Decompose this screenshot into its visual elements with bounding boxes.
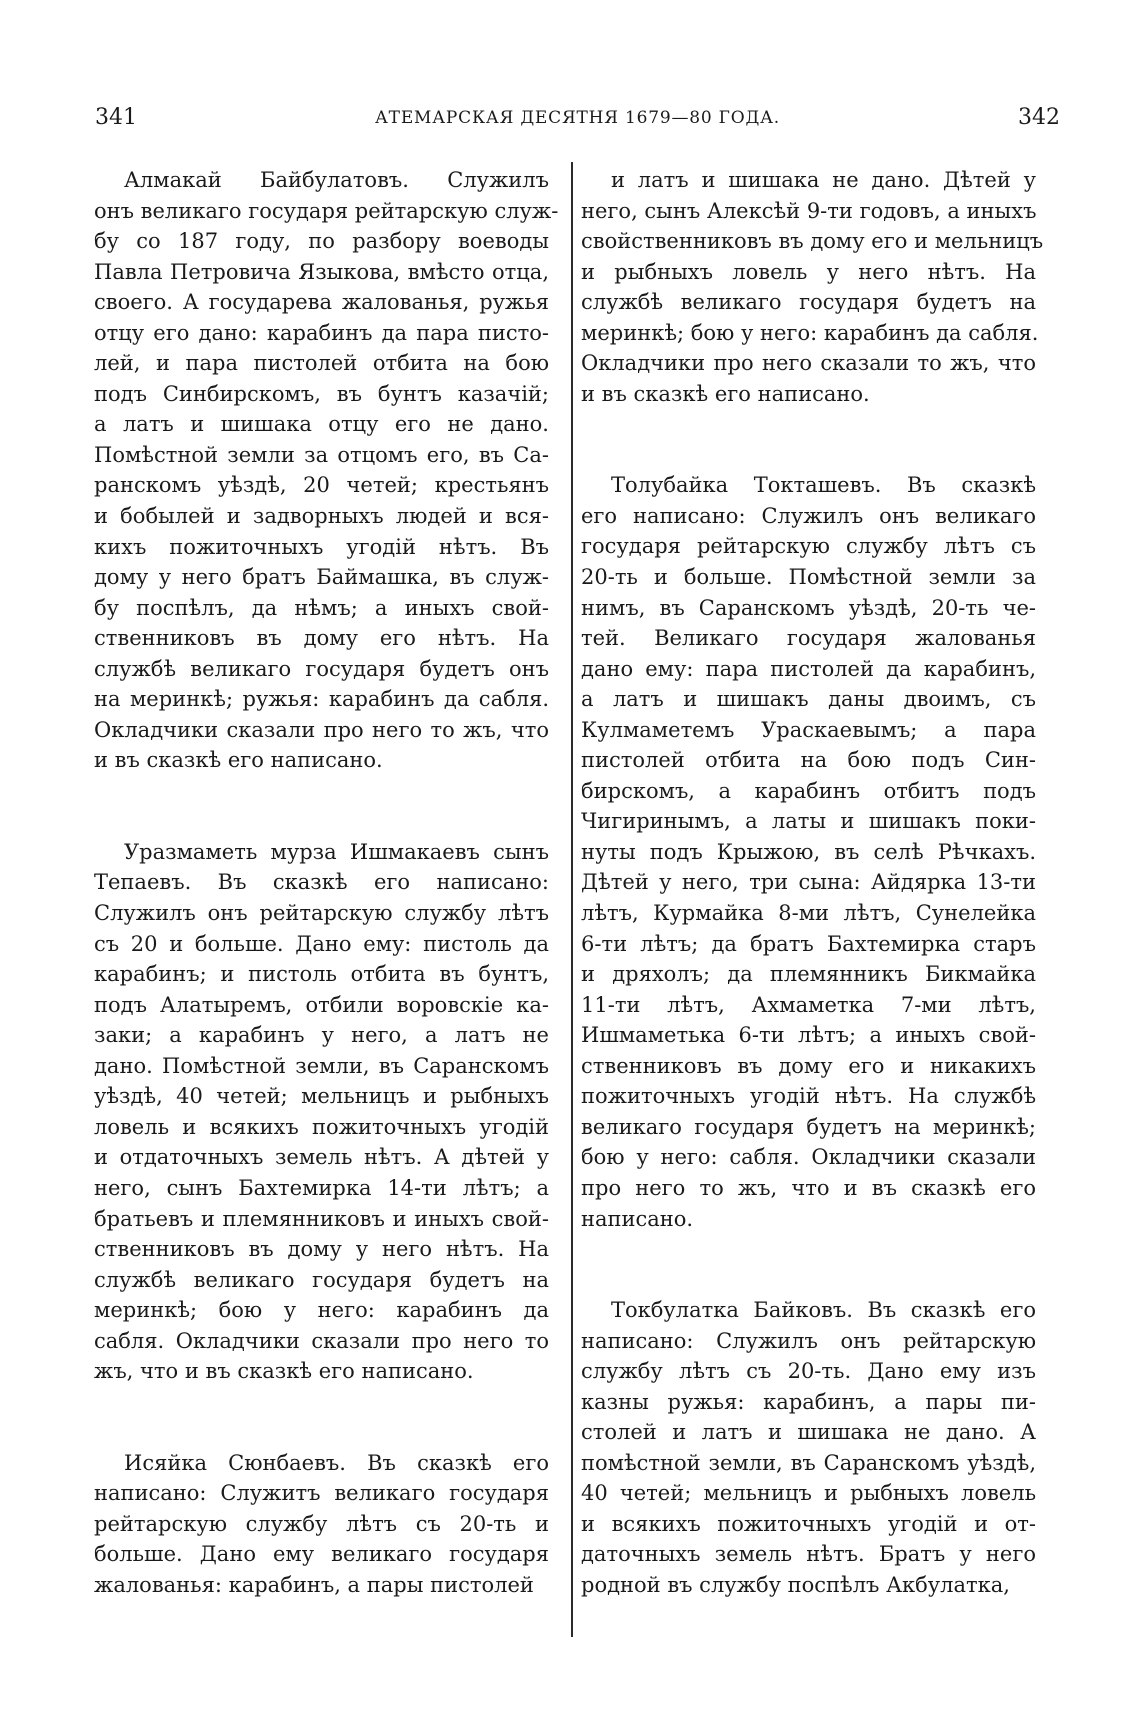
text-line: ловель и всякихъ пожиточныхъ угодiй (94, 1114, 549, 1139)
text-line: службу лѣтъ съ 20-ть. Дано ему изъ (581, 1359, 1036, 1384)
text-line: казны ружья: карабинъ, а пары пи- (581, 1389, 1036, 1414)
text-line: Ишмаметька 6-ти лѣтъ; а иныхъ свой- (581, 1023, 1036, 1048)
text-line: Тепаевъ. Въ сказкѣ его написано: (94, 870, 549, 895)
text-line: службѣ великаго государя будетъ онъ (94, 656, 549, 681)
text-line: него, сынъ Алексѣй 9-ти годовъ, а иныхъ (581, 198, 1037, 223)
running-title: АТЕМАРСКАЯ ДЕСЯТНЯ 1679—80 ГОДА. (375, 108, 780, 128)
text-line: нимъ, въ Саранскомъ уѣздѣ, 20-ть че- (581, 595, 1036, 620)
paragraph-gap (581, 409, 1036, 470)
text-line: Исяйка Сюнбаевъ. Въ сказкѣ его (124, 1450, 549, 1475)
text-line: кихъ пожиточныхъ угодiй нѣтъ. Въ (94, 534, 549, 559)
text-line: и рыбныхъ ловель у него нѣтъ. На (581, 259, 1036, 284)
paragraph-gap (94, 776, 549, 837)
text-line: столей и латъ и шишака не дано. А (581, 1420, 1036, 1445)
text-line: Кулмаметемъ Ураскаевымъ; а пара (581, 717, 1036, 742)
text-line: родной въ службу поспѣлъ Акбулатка, (581, 1572, 1010, 1597)
text-line: написано: Служилъ онъ рейтарскую (581, 1328, 1036, 1353)
text-line: 40 четей; мельницъ и рыбныхъ ловель (581, 1481, 1036, 1506)
paragraph (581, 470, 1036, 1234)
text-line: Чигиринымъ, а латы и шишакъ поки- (581, 809, 1036, 834)
text-line: карабинъ; и пистоль отбита въ бунтъ, (94, 962, 549, 987)
text-line: помѣстной земли, въ Саранскомъ уѣздѣ, (581, 1450, 1036, 1475)
text-line: Дѣтей у него, три сына: Айдярка 13-ти (581, 870, 1036, 895)
text-line: рейтарскую службу лѣтъ съ 20-ть и (94, 1511, 549, 1536)
text-line: а латъ и шишакъ даны двоимъ, съ (581, 687, 1036, 712)
paragraph (581, 165, 1044, 409)
left-column (94, 165, 559, 1601)
text-line: про него то жъ, что и въ сказкѣ его (581, 1175, 1036, 1200)
text-line: великаго государя будетъ на меринкѣ; (581, 1114, 1036, 1139)
text-line: Уразмаметь мурза Ишмакаевъ сынъ (124, 839, 549, 864)
text-line: подъ Синбирскомъ, въ бунтъ казачiй; (94, 381, 549, 406)
running-header (95, 105, 1060, 145)
paragraph (94, 1448, 549, 1601)
text-line: на меринкѣ; ружья: карабинъ да сабля. (94, 687, 549, 712)
paragraph-gap (94, 1387, 549, 1448)
text-line: братьевъ и племянниковъ и иныхъ свой- (94, 1206, 549, 1231)
text-line: 20-ть и больше. Помѣстной земли за (581, 565, 1036, 590)
text-line: пожиточныхъ угодiй нѣтъ. На службѣ (581, 1084, 1036, 1109)
text-line: лѣтъ, Курмайка 8-ми лѣтъ, Сунелейка (581, 901, 1036, 926)
text-line: меринкѣ; бою у него: карабинъ да сабля. (581, 320, 1039, 345)
paragraph (94, 837, 549, 1387)
text-line: онъ великаго государя рейтарскую служ- (94, 198, 559, 223)
text-line: Помѣстной земли за отцомъ его, въ Са- (94, 442, 549, 467)
text-line: ственниковъ въ дому у него нѣтъ. На (94, 1237, 549, 1262)
text-line: а латъ и шишака отцу его не дано. (94, 412, 549, 437)
text-line: бою у него: сабля. Окладчики сказали (581, 1145, 1036, 1170)
column-divider (571, 162, 573, 1637)
text-line: него, сынъ Бахтемирка 14-ти лѣтъ; а (94, 1175, 549, 1200)
text-line: пистолей отбита на бою подъ Син- (581, 748, 1036, 773)
text-line: ственниковъ въ дому его и никакихъ (581, 1053, 1036, 1078)
right-column (581, 165, 1044, 1601)
text-line: жалованья: карабинъ, а пары пистолей (94, 1572, 534, 1597)
text-line: ственниковъ въ дому его нѣтъ. На (94, 626, 549, 651)
text-line: Окладчики про него сказали то жъ, что (581, 351, 1036, 376)
text-line: и отдаточныхъ земель нѣтъ. А дѣтей у (94, 1145, 549, 1170)
text-line: лей, и пара пистолей отбита на бою (94, 351, 549, 376)
text-line: тей. Великаго государя жалованья (581, 626, 1036, 651)
text-line: дано ему: пара пистолей да карабинъ, (581, 656, 1036, 681)
page-number-right: 342 (1018, 105, 1060, 130)
text-line: подъ Алатыремъ, отбили воровскiе ка- (94, 992, 549, 1017)
text-line: и въ сказкѣ его написано. (94, 748, 383, 773)
text-line: Служилъ онъ рейтарскую службу лѣтъ (94, 901, 549, 926)
text-line: и всякихъ пожиточныхъ угодiй и от- (581, 1511, 1036, 1536)
text-line: нуты подъ Крыжою, въ селѣ Рѣчкахъ. (581, 839, 1036, 864)
text-line: государя рейтарскую службу лѣтъ съ (581, 534, 1036, 559)
paragraph-gap (581, 1234, 1036, 1295)
text-line: отцу его дано: карабинъ да пара писто- (94, 320, 549, 345)
text-line: съ 20 и больше. Дано ему: пистоль да (94, 931, 549, 956)
text-line: написано. (581, 1206, 694, 1231)
text-line: ранскомъ уѣздѣ, 20 четей; крестьянъ (94, 473, 549, 498)
text-line: службѣ великаго государя будетъ на (581, 290, 1036, 315)
text-line: Токбулатка Байковъ. Въ сказкѣ его (611, 1298, 1036, 1323)
text-line: написано: Служитъ великаго государя (94, 1481, 549, 1506)
text-line: дому у него братъ Баймашка, въ служ- (94, 565, 549, 590)
text-line: Толубайка Токташевъ. Въ сказкѣ (611, 473, 1036, 498)
text-line: дано. Помѣстной земли, въ Саранскомъ (94, 1053, 549, 1078)
text-line: Окладчики сказали про него то жъ, что (94, 717, 549, 742)
paragraph (94, 165, 559, 776)
text-line: 11-ти лѣтъ, Ахмаметка 7-ми лѣтъ, (581, 992, 1036, 1017)
text-line: бирскомъ, а карабинъ отбитъ подъ (581, 778, 1036, 803)
text-line: и дряхолъ; да племянникъ Бикмайка (581, 962, 1036, 987)
text-line: меринкѣ; бою у него: карабинъ да (94, 1298, 549, 1323)
page-number-left: 341 (95, 105, 137, 130)
text-line: уѣздѣ, 40 четей; мельницъ и рыбныхъ (94, 1084, 549, 1109)
text-line: больше. Дано ему великаго государя (94, 1542, 549, 1567)
text-line: и въ сказкѣ его написано. (581, 381, 870, 406)
text-line: заки; а карабинъ у него, а латъ не (94, 1023, 549, 1048)
text-line: своего. А государева жалованья, ружья (94, 290, 549, 315)
text-line: Алмакай Байбулатовъ. Служилъ (124, 168, 549, 192)
paragraph (581, 1295, 1036, 1600)
text-line: службѣ великаго государя будетъ на (94, 1267, 549, 1292)
text-line: свойственниковъ въ дому его и мельницъ (581, 229, 1044, 254)
text-line: 6-ти лѣтъ; да братъ Бахтемирка старъ (581, 931, 1036, 956)
text-line: Павла Петровича Языкова, вмѣсто отца, (94, 259, 549, 284)
text-line: его написано: Служилъ онъ великаго (581, 503, 1036, 528)
text-line: сабля. Окладчики сказали про него то (94, 1328, 549, 1353)
text-line: и бобылей и задворныхъ людей и вся- (94, 504, 549, 529)
text-line: бу поспѣлъ, да нѣмъ; а иныхъ свой- (94, 595, 549, 620)
text-line: жъ, что и въ сказкѣ его написано. (94, 1359, 474, 1384)
text-line: и латъ и шишака не дано. Дѣтей у (611, 168, 1036, 192)
text-line: бу со 187 году, по разбору воеводы (94, 229, 549, 254)
text-line: даточныхъ земель нѣтъ. Братъ у него (581, 1542, 1036, 1567)
